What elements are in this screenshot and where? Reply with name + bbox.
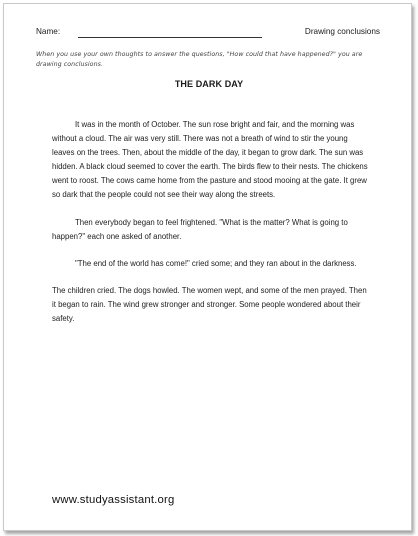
story-paragraph-1: It was in the month of October. The sun rose bright and fair, and the morning was without a cloud. The air was very still. There was not a breath of wind to stir the young leaves on the trees. Then, about the middle of the day, it began to grow dark. The sun was hidden. A black cloud seemed to cover the earth. The birds flew to their nests. The chickens went to roost. The cows came home from the pasture and stood mooing at the gate. It grew so dark that the people could not see their way along the streets. <box>52 120 368 200</box>
story-body <box>52 118 368 339</box>
story-paragraph-4: The children cried. The dogs howled. The women wept, and some of the men prayed. Then it began to rain. The wind grew stronger and stronger. Some people wondered about their safety. <box>52 285 367 324</box>
worksheet-type-label: Drawing conclusions <box>304 27 380 36</box>
name-label: Name: <box>36 27 61 36</box>
worksheet-header <box>32 27 380 41</box>
story-title: THE DARK DAY <box>174 79 244 89</box>
intro-text: When you use your own thoughts to answer the questions, "How could that have happened?" you are drawing conclusions. <box>36 51 363 68</box>
footer-website: www.studyassistant.org <box>52 494 175 506</box>
story-paragraph-2: Then everybody began to feel frightened. "What is the matter? What is going to happen?" each one asked of another. <box>52 217 348 241</box>
name-blank-line <box>78 37 262 38</box>
story-paragraph-3: "The end of the world has come!" cried some; and they ran about in the darkness. <box>75 258 357 268</box>
